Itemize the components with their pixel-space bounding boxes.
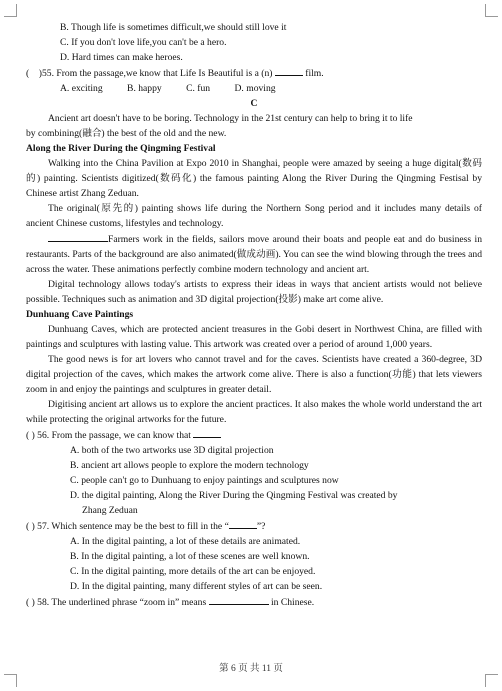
q55-prev-option-d: D. Hard times can make heroes. (60, 52, 183, 63)
question-57-option-d: D. In the digital painting, many different styles of art can be seen. (70, 581, 323, 592)
intro-line-1: Ancient art doesn't have to be boring. Technology in the 21st century can help to bring it to life (48, 113, 413, 124)
answer-blank[interactable] (209, 594, 269, 605)
heading-along-the-river: Along the River During the Qingming Festival (26, 143, 216, 154)
question-56 (26, 427, 482, 443)
paragraph-3 (26, 231, 482, 277)
q55-prev-option-b: B. Though life is sometimes difficult,we should still love it (60, 22, 287, 33)
question-56-stem: ( ) 56. From the passage, we can know that (26, 430, 191, 441)
question-56-option-c: C. people can't go to Dunhuang to enjoy paintings and sculptures now (70, 475, 339, 486)
question-58 (26, 594, 482, 610)
paragraph-5: Dunhuang Caves, which are protected ancient treasures in the Gobi desert in Northwest China, are filled with paintings and sculptures with lasting value. This artwork was created over a period of around 1,000 years. (26, 324, 482, 350)
q55-prev-option-c: C. If you don't love life,you can't be a hero. (60, 37, 227, 48)
question-55-stem-end: film. (305, 68, 324, 79)
answer-blank[interactable] (193, 427, 221, 438)
question-58-stem: ( ) 58. The underlined phrase “zoom in” means (26, 597, 207, 608)
paragraph-7: Digitising ancient art allows us to explore the ancient practices. It also makes the whole world understand the art while protecting the original artworks for the future. (26, 399, 482, 425)
question-57-option-b: B. In the digital painting, a lot of these scenes are well known. (70, 551, 310, 562)
answer-paren: ( (26, 68, 30, 79)
section-letter: C (250, 98, 258, 109)
paragraph-6: The good news is for art lovers who cannot travel and for the caves. Scientists have created a 360-degree, 3D digital projection of the caves, which makes the artwork come alive. There is also a function(功能) that lets viewers zoom in and enjoy the paintings and sculptures in greater detail. (26, 354, 482, 395)
choice-a: A. exciting (60, 83, 103, 94)
question-57-stem-end: ”? (256, 521, 266, 532)
paragraph-3-text: Farmers work in the fields, sailors move around their boats and people eat and do business in restaurants. Parts of the background are also animated(做成动画). You can see the wind blowing through the trees and across the water. These animations perfectly combine modern technology and ancient art. (26, 234, 482, 275)
question-55 (26, 65, 482, 81)
choice-b: B. happy (127, 83, 162, 94)
paragraph-4: Digital technology allows today's artists to express their ideas in ways that ancient artists would not believe possible. Techniques such as animation and 3D digital projection(投影) make art come alive. (26, 279, 482, 305)
page-content (26, 20, 482, 610)
heading-dunhuang: Dunhuang Cave Paintings (26, 309, 134, 320)
question-56-option-a: A. both of the two artworks use 3D digital projection (70, 445, 274, 456)
choice-d: D. moving (234, 83, 276, 94)
fill-blank-57[interactable] (48, 231, 108, 242)
intro-line-2: by combining(融合) the best of the old and the new. (26, 128, 227, 139)
question-56-option-d-cont: Zhang Zeduan (82, 505, 138, 516)
crop-mark-top-right (485, 4, 498, 17)
choice-c: C. fun (186, 83, 211, 94)
crop-mark-top-left (4, 4, 17, 17)
question-57-option-a: A. In the digital painting, a lot of these details are animated. (70, 536, 301, 547)
page-footer: 第 6 页 共 11 页 (219, 664, 283, 674)
question-57 (26, 518, 482, 534)
question-58-stem-end: in Chinese. (271, 597, 315, 608)
question-55-choices (26, 81, 482, 96)
paragraph-1: Walking into the China Pavilion at Expo 2010 in Shanghai, people were amazed by seeing a huge digital(数码的) painting. Scientists digitized(数码化) the famous painting Along the River During the Qingming Festisal by Chinese artist Zhang Zeduan. (26, 158, 482, 199)
question-57-stem: ( ) 57. Which sentence may be the best to fill in the “ (26, 521, 229, 532)
question-55-stem: )55. From the passage,we know that Life Is Beautiful is a (n) (38, 68, 273, 79)
answer-blank[interactable] (275, 65, 303, 76)
question-56-option-b: B. ancient art allows people to explore the modern technology (70, 460, 309, 471)
answer-blank[interactable] (229, 518, 257, 529)
question-57-option-c: C. In the digital painting, more details of the art can be enjoyed. (70, 566, 316, 577)
question-56-option-d: D. the digital painting, Along the River During the Qingming Festival was created by (70, 490, 398, 501)
paragraph-2: The original(原先的) painting shows life during the Northern Song period and it includes many details of ancient Chinese customs, lifestyles and technology. (26, 203, 482, 229)
